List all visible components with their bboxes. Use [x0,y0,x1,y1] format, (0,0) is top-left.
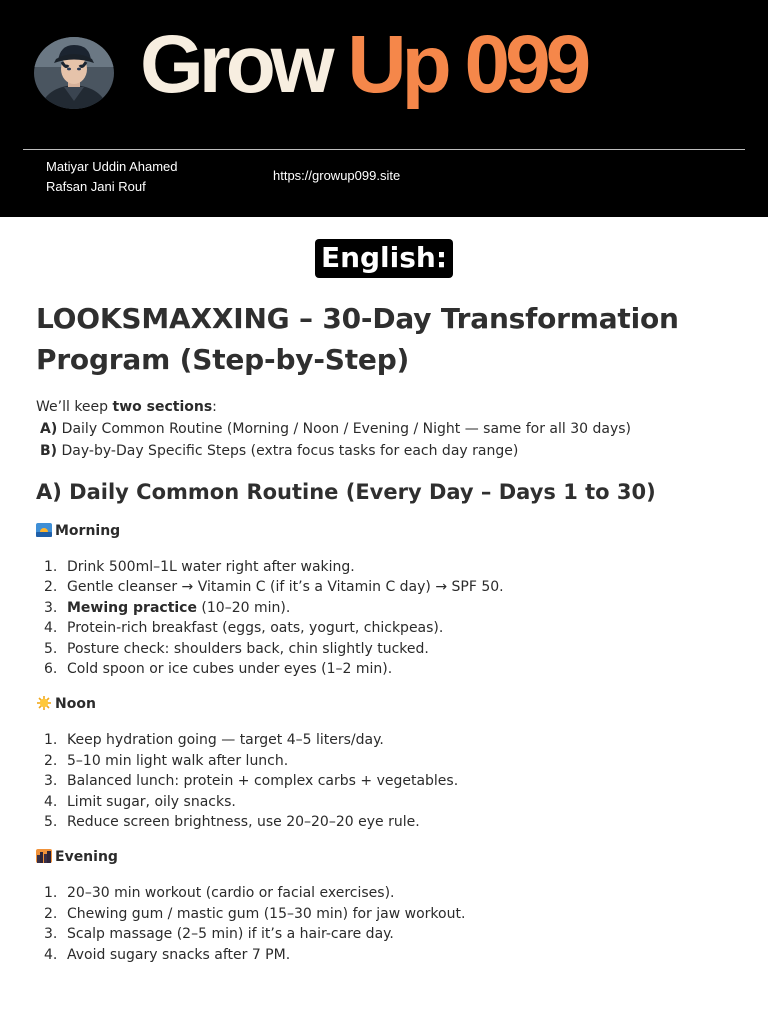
intro-block [36,396,732,462]
list-item-bold: Mewing practice [67,599,197,616]
list-item [36,577,732,597]
author-avatar [34,37,114,109]
list-item [36,924,732,944]
list-item [36,598,732,618]
brand-word-grow: Grow [140,19,330,110]
header-divider [23,149,745,150]
list-number: 3. [44,926,58,943]
morning-heading [36,521,732,541]
list-number: 2. [44,579,58,596]
intro-item-marker: B) [40,443,58,459]
intro-lead-bold: two sections [112,399,213,415]
list-item-text: 20–30 min workout (cardio or facial exercises). [67,885,395,902]
list-item-text: Avoid sugary snacks after 7 PM. [67,946,291,963]
list-number: 3. [44,599,58,616]
list-item [36,659,732,679]
list-item [36,812,732,832]
evening-title: Evening [55,849,118,866]
list-number: 4. [44,620,58,637]
morning-title: Morning [55,523,121,539]
list-number: 2. [44,752,58,769]
intro-item-text: Day-by-Day Specific Steps (extra focus tasks for each day range) [57,443,519,459]
noon-title: Noon [55,696,96,713]
list-item [36,618,732,638]
language-badge: English: [315,239,453,278]
list-item [36,751,732,771]
evening-heading [36,847,732,867]
list-number: 2. [44,905,58,922]
list-item-text: Chewing gum / mastic gum (15–30 min) for jaw workout. [67,905,466,922]
list-item-text: Gentle cleanser → Vitamin C (if it’s a Vitamin C day) → SPF 50. [67,579,504,596]
list-item-text: Protein-rich breakfast (eggs, oats, yogurt, chickpeas). [67,620,444,637]
list-number: 6. [44,661,58,678]
list-number: 1. [44,732,58,749]
brand-wordmark [140,19,587,110]
list-number: 4. [44,946,58,963]
list-item-text: Reduce screen brightness, use 20–20–20 eye rule. [67,814,420,831]
list-item-text: Limit sugar, oily snacks. [67,793,236,810]
list-number: 1. [44,559,58,575]
list-number: 1. [44,885,58,902]
list-item-text: Keep hydration going — target 4–5 liters/day. [67,732,384,749]
list-item [36,771,732,791]
website-link[interactable]: https://growup099.site [273,168,401,183]
list-item-text: Scalp massage (2–5 min) if it’s a hair-care day. [67,926,394,943]
noon-list [36,730,732,832]
list-item-text: (10–20 min). [196,599,291,616]
section-a-heading: A) Daily Common Routine (Every Day – Days 1 to 30) [36,480,656,504]
list-item [36,883,732,903]
list-item [36,945,732,965]
noon-heading [36,694,732,714]
author-name-1: Matiyar Uddin Ahamed [46,159,178,174]
evening-list [36,883,732,965]
author-name-2: Rafsan Jani Rouf [46,179,146,194]
intro-lead [36,396,732,418]
list-item-text: Drink 500ml–1L water right after waking. [67,559,355,575]
sunrise-icon [36,523,52,537]
list-item [36,639,732,659]
list-item-text: Balanced lunch: protein + complex carbs + vegetables. [67,773,459,790]
intro-lead-text: We’ll keep [36,399,113,415]
morning-list [36,557,732,679]
city-dusk-icon [36,849,52,863]
page-title: LOOKSMAXXING – 30-Day Transformation Program (Step-by-Step) [36,302,679,376]
list-number: 5. [44,640,58,657]
list-item-text: Cold spoon or ice cubes under eyes (1–2 min). [67,661,393,678]
list-item-text: Posture check: shoulders back, chin slightly tucked. [67,640,429,657]
list-item [36,792,732,812]
header-banner [0,0,768,217]
list-item [36,557,732,577]
intro-item-a [36,418,732,440]
list-number: 4. [44,793,58,810]
list-number: 5. [44,814,58,831]
sun-icon [36,696,52,710]
list-number: 3. [44,773,58,790]
intro-item-text: Daily Common Routine (Morning / Noon / Evening / Night — same for all 30 days) [57,421,632,437]
list-item-text: 5–10 min light walk after lunch. [67,752,289,769]
document-body [0,298,768,965]
brand-word-up099: Up 099 [347,19,587,110]
list-item [36,730,732,750]
intro-lead-suffix: : [212,399,217,415]
intro-item-marker: A) [40,421,58,437]
list-item [36,904,732,924]
intro-item-b [36,440,732,462]
